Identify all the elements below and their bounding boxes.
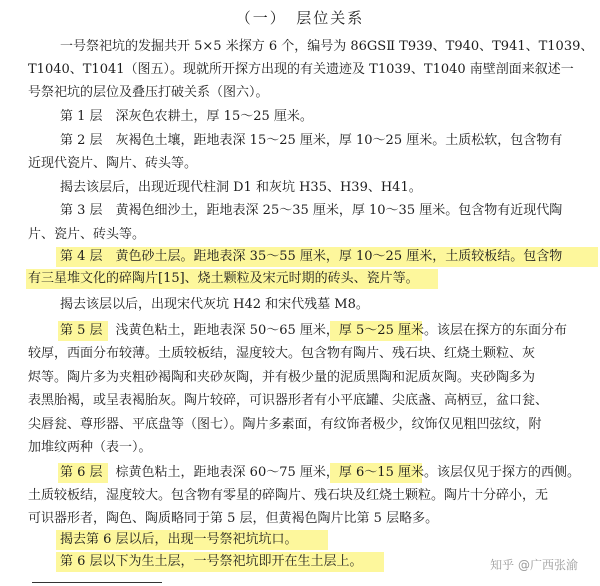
layer5-distribution: 该层在探方的东面分布 [436,323,567,338]
layer5-line6: 加堆纹两种（表一）。 [28,440,152,455]
layer1-line: 第 1 层 深灰色农耕土，厚 15～25 厘米。 [60,109,313,124]
para-intro-line2: T1040、T1041（图五）。现就所开探方出现的有关遗迹及 T1039、T1040 南壁剖面来叙述一 [28,62,574,77]
layer5-line2: 较厚，西面分布较薄。土质较板结，湿度较大。包含物有陶片、残石块、红烧土颗粒、灰 [28,346,536,361]
para-intro-line3: 号祭祀坑的层位及叠压打破关系（图六）。 [28,85,269,100]
zhihu-watermark: 知乎 @广西张渝 [490,558,578,572]
natural-soil-line: 第 6 层以下为生土层，一号祭祀坑即开在生土层上。 [60,554,363,569]
layer4-line2: 有三星堆文化的碎陶片[15]、烧土颗粒及宋元时期的砖头、瓷片等。 [28,271,419,286]
pit-opening-line: 揭去第 6 层以后，出现一号祭祀坑坑口。 [60,532,298,547]
layer5-thickness: 厚 5～25 厘米。 [338,323,437,338]
layer6-line1 [60,462,598,484]
layer6-label: 第 6 层 [60,465,103,480]
section-title: （一） 层位关系 [235,9,365,27]
layer5-line1 [60,320,598,342]
para-intro-line1: 一号祭祀坑的发掘共开 5×5 米探方 6 个，编号为 86GSⅡ T939、T940、T941、T1039、 [60,39,594,54]
layer6-depth: 棕黄色粘土，距地表深 60～75 厘米， [102,465,339,480]
layer6-thickness: 厚 6～15 厘米。 [338,465,437,480]
layer2-line1: 第 2 层 灰褐色土壤，距地表深 15～25 厘米，厚 10～25 厘米。土质松软，包含物有 [60,133,563,148]
layer3-line1: 第 3 层 黄褐色细沙土，距地表深 25～35 厘米，厚 10～35 厘米。包含物有近现代陶 [60,203,563,218]
layer4-line1: 第 4 层 黄色砂土层。距地表深 35～55 厘米，厚 10～25 厘米，土质较板结。包含物 [60,249,563,264]
layer6-distribution: 该层仅见于探方的西侧。 [436,465,580,480]
layer5-line5: 尖唇瓮、尊形器、平底盘等（图七）。陶片多素面，有纹饰者极少，纹饰仅见粗凹弦纹，附 [28,417,542,432]
layer2-removal-line: 揭去该层后，出现近现代柱洞 D1 和灰坑 H35、H39、H41。 [60,180,422,195]
layer6-line2: 土质较板结，湿度较大。包含物有零星的碎陶片、残石块及红烧土颗粒。陶片十分碎小，无 [28,488,549,503]
layer5-label: 第 5 层 [60,323,103,338]
layer5-line4: 表黑胎褐，或呈表褐胎灰。陶片较碎，可识器形者有小平底罐、尖底盏、高柄豆，盆口瓮、 [28,393,549,408]
layer5-line3: 烬等。陶片多为夹粗砂褐陶和夹砂灰陶，并有极少量的泥质黑陶和泥质灰陶。夹砂陶多为 [28,370,536,385]
footnote-divider [32,582,162,583]
layer6-line3: 可识器形者，陶色、陶质略同于第 5 层，但黄褐色陶片比第 5 层略多。 [28,511,439,526]
layer5-depth: 浅黄色粘土，距地表深 50～65 厘米， [102,323,339,338]
layer3-line2: 片、瓷片、砖头等。 [28,227,146,242]
layer4-removal-line: 揭去该层以后，出现宋代灰坑 H42 和宋代残墓 M8。 [60,297,369,312]
layer2-line2: 近现代瓷片、陶片、砖头等。 [28,156,198,171]
